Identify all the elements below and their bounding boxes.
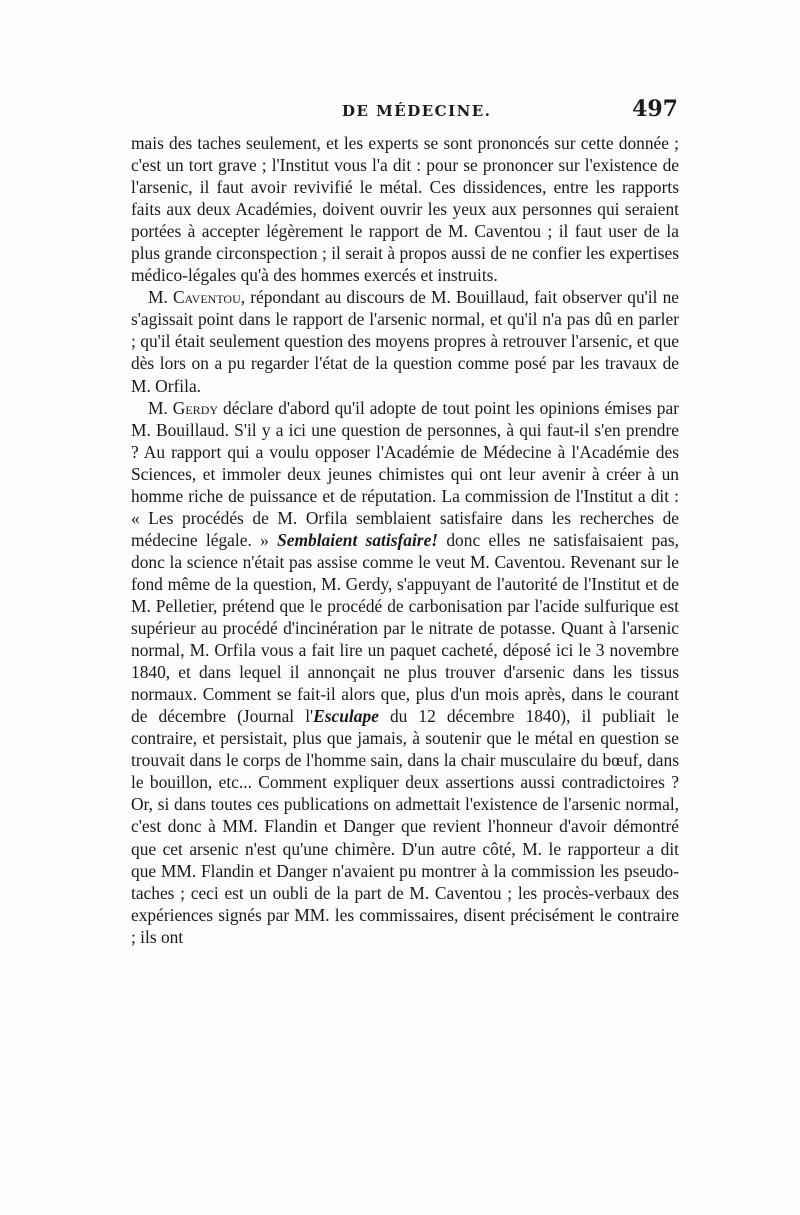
speaker-name-caventou: Caventou	[172, 287, 241, 308]
paragraph-3-text-a: déclare d'abord qu'il adopte de tout point les opinions émises par M. Bouillaud. S'il y a ici une question de personnes, à qui faut-il s'en prendre ? Au rapport qui a voulu opposer l'Académie de Médecine à l'Académie des Sciences, et immoler deux jeunes chimistes qui ont leur avenir à créer à un homme riche de puissance et de réputation. La commission de l'Institut a dit : « Les procédés de M. Orfila semblaient satisfaire dans les recherches de médecine légale. »	[131, 397, 679, 550]
paragraph-2-text: , répondant au discours de M. Bouillaud, fait observer qu'il ne s'agissait point dans le rapport de l'arsenic normal, et qu'il n'a pas dû en parler ; qu'il était seulement question des moyens propres à retrouver l'arsenic, et que dès lors on a pu regarder l'état de la question comme posé par les travaux de M. Orfila.	[131, 287, 679, 396]
speaker-name-gerdy: Gerdy	[172, 397, 219, 418]
paragraph-1-text: mais des taches seulement, et les experts se sont prononcés sur cette donnée ; c'est un tort grave ; l'Institut vous l'a dit : pour se prononcer sur l'existence de l'arsenic, il faut avoir revivifié le métal. Ces dissidences, entre les rapports faits aux deux Académies, doivent ouvrir les yeux aux personnes qui seraient portées à accepter légèrement le rapport de M. Caventou ; il faut user de la plus grande circonspection ; il serait à propos aussi de ne confier les expertises médico-légales qu'à des hommes exercés et instruits.	[131, 133, 679, 286]
paragraph-3-prefix: M.	[148, 397, 173, 418]
paragraph-2-prefix: M.	[148, 287, 173, 308]
running-head: DE MÉDECINE.	[342, 102, 492, 120]
emphasis-quote: Semblaient satisfaire!	[277, 529, 439, 550]
paragraph-3-text-b: donc elles ne satisfaisaient pas, donc la science n'était pas assise comme le veut M. Caventou. Revenant sur le fond même de la question, M. Gerdy, s'appuyant de l'autorité de l'Institut et de M. Pelletier, prétend que le procédé de carbonisation par l'acide sulfurique est supérieur au procédé d'incinération par le nitrate de potasse. Quant à l'arsenic normal, M. Orfila vous a fait lire un paquet cacheté, déposé ici le 3 novembre 1840, et dans lequel il annonçait ne plus trouver d'arsenic dans les tissus normaux. Comment se fait-il alors que, plus d'un mois après, dans le courant de décembre (Journal l'	[131, 529, 679, 727]
paragraph-2	[131, 286, 679, 396]
paragraph-3	[131, 397, 679, 948]
paragraph-1	[131, 132, 679, 286]
body-text	[131, 132, 679, 948]
page-number: 497	[632, 96, 678, 122]
paragraph-3-text-c: du 12 décembre 1840), il publiait le contraire, et persistait, plus que jamais, à soutenir que le métal en question se trouvait dans le corps de l'homme sain, dans la chair musculaire du bœuf, dans le bouillon, etc... Comment expliquer deux assertions aussi contradictoires ? Or, si dans toutes ces publications on admettait l'existence de l'arsenic normal, c'est donc à MM. Flandin et Danger que revient l'honneur d'avoir démontré que cet arsenic n'est qu'une chimère. D'un autre côté, M. le rapporteur a dit que MM. Flandin et Danger n'avaient pu montrer à la commission les pseudo-taches ; ceci est un oubli de la part de M. Caventou ; les procès-verbaux des expériences signés par MM. les commissaires, disent précisément le contraire ; ils ont	[131, 706, 679, 947]
journal-title: Esculape	[313, 706, 379, 727]
page-header	[130, 96, 678, 126]
